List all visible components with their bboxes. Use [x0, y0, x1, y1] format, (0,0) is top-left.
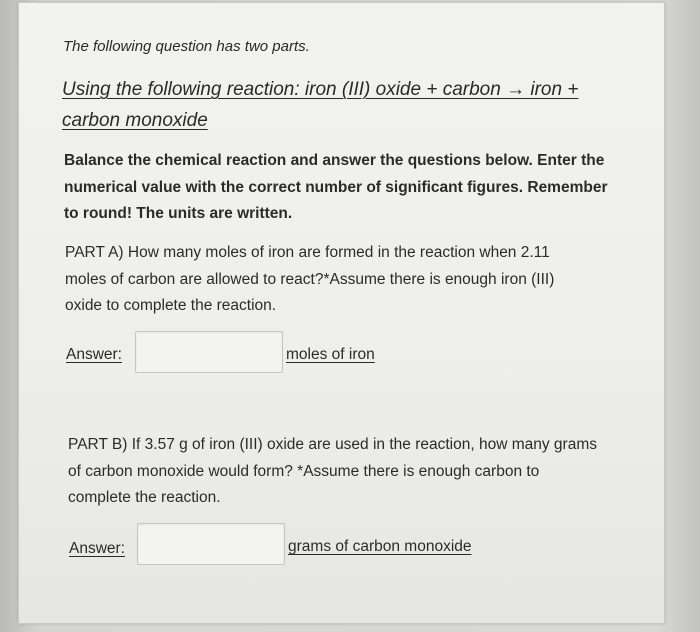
reaction-line: Using the following reaction: iron (III) oxide + carbon → iron +: [62, 79, 579, 100]
instruction-line: to round! The units are written.: [64, 205, 293, 222]
answer-input-part-a[interactable]: [135, 331, 283, 373]
part-b-line: complete the reaction.: [68, 489, 221, 506]
answer-label-part-b: Answer:: [69, 540, 125, 557]
part-a-question: [65, 240, 655, 320]
part-b-question: [68, 432, 658, 512]
instruction-line: numerical value with the correct number of significant figures. Remember: [64, 178, 608, 196]
part-b-line: of carbon monoxide would form? *Assume there is enough carbon to: [68, 462, 540, 480]
reaction-statement: [62, 74, 622, 136]
instructions: [64, 148, 654, 228]
part-a-line: PART A) How many moles of iron are formed in the reaction when 2.11: [65, 244, 550, 261]
part-a-line: oxide to complete the reaction.: [65, 297, 277, 314]
instruction-line: Balance the chemical reaction and answer the questions below. Enter the: [64, 152, 605, 169]
answer-input-part-b[interactable]: [137, 523, 285, 565]
answer-label-part-a: Answer:: [66, 346, 122, 363]
unit-label-part-b: grams of carbon monoxide: [288, 538, 472, 555]
unit-label-part-a: moles of iron: [286, 346, 375, 363]
part-b-line: PART B) If 3.57 g of iron (III) oxide are used in the reaction, how many grams: [68, 436, 597, 453]
part-a-line: moles of carbon are allowed to react?*Assume there is enough iron (III): [65, 270, 555, 288]
question-intro: The following question has two parts.: [63, 38, 310, 55]
reaction-line: carbon monoxide: [62, 110, 208, 131]
